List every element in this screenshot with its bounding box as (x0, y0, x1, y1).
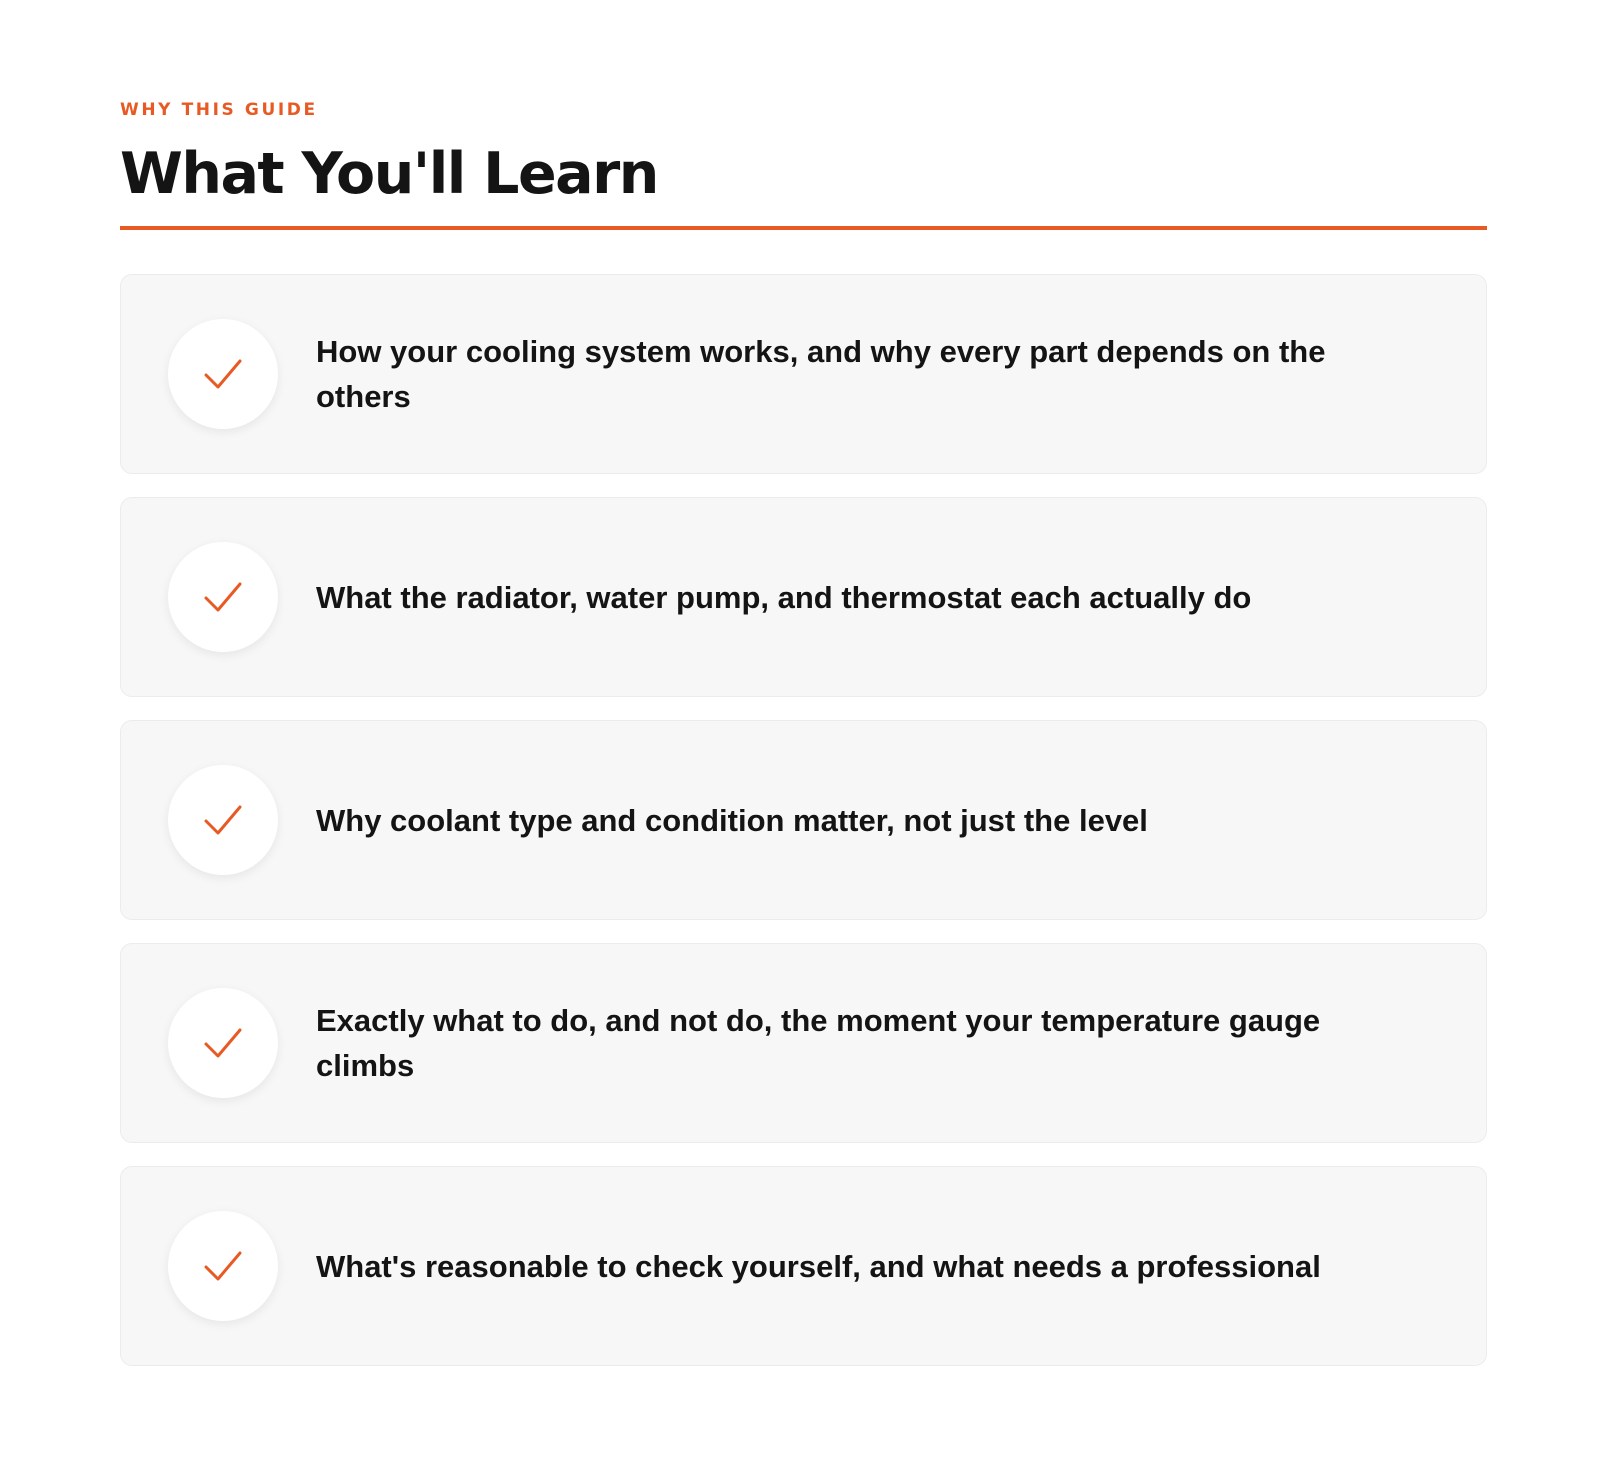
list-item (120, 943, 1487, 1143)
list-item (120, 497, 1487, 697)
list-item (120, 1166, 1487, 1366)
check-badge (168, 542, 278, 652)
list-item-text: Why coolant type and condition matter, not just the level (316, 802, 1148, 838)
list-item (120, 274, 1487, 474)
learning-list (120, 274, 1487, 1366)
check-badge (168, 765, 278, 875)
learn-section (120, 0, 1487, 1366)
list-item-text: What the radiator, water pump, and thermostat each actually do (316, 579, 1252, 615)
check-icon (201, 1244, 245, 1288)
check-icon (201, 575, 245, 619)
check-badge (168, 988, 278, 1098)
check-badge (168, 319, 278, 429)
section-eyebrow: WHY THIS GUIDE (120, 100, 318, 120)
list-item (120, 720, 1487, 920)
check-badge (168, 1211, 278, 1321)
list-item-text: How your cooling system works, and why every part depends on the others (316, 334, 1326, 414)
section-title: What You'll Learn (120, 141, 658, 207)
check-icon (201, 798, 245, 842)
list-item-text: What's reasonable to check yourself, and what needs a professional (316, 1248, 1321, 1284)
list-item-text: Exactly what to do, and not do, the moment your temperature gauge climbs (316, 1003, 1321, 1083)
check-icon (201, 1021, 245, 1065)
check-icon (201, 352, 245, 396)
title-underline (120, 226, 1487, 230)
